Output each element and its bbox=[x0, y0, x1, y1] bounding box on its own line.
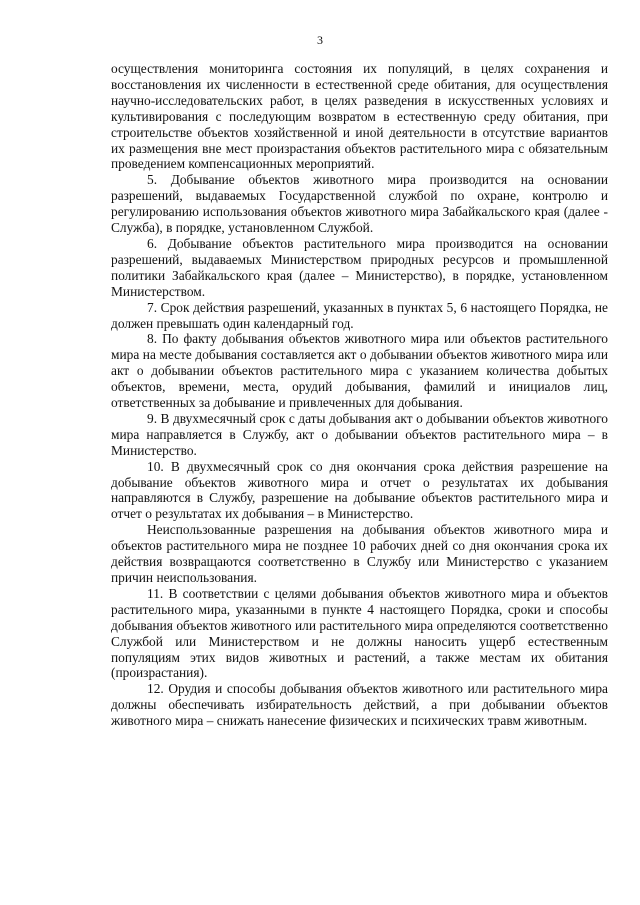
paragraph-item-9: 9. В двухмесячный срок с даты добывания акт о добывании объектов животного мира направляется в Службу, акт о добывании объектов растительного мира – в Министерство. bbox=[111, 410, 608, 458]
paragraph-item-5: 5. Добывание объектов животного мира производится на основании разрешений, выдаваемых Государственной службой по охране, контролю и регулированию использования объектов животного мира Забайкальского края (далее - Служба), в порядке, установленном Службой. bbox=[111, 172, 608, 236]
paragraph-item-11: 11. В соответствии с целями добывания объектов животного мира и объектов растительного мира, указанными в пункте 4 настоящего Порядка, сроки и способы добывания объектов животного или растительного мира определяются соответственно Службой или Министерством и не должны наносить ущерб естественным популяциям этих видов животных и растений, а также местам их обитания (произрастания). bbox=[111, 585, 608, 681]
document-body bbox=[111, 61, 608, 729]
paragraph-item-8: 8. По факту добывания объектов животного мира или объектов растительного мира на месте добывания составляется акт о добывании объектов животного мира или акт о добывании объектов растительного мира с указанием количества добытых объектов, времени, места, орудий добывания, фамилий и инициалов лиц, ответственных за добывание и привлеченных для добывания. bbox=[111, 331, 608, 411]
paragraph-item-10-unused-permits: Неиспользованные разрешения на добывания объектов животного мира и объектов растительного мира не позднее 10 рабочих дней со дня окончания срока их действия возвращаются соответственно в Службу или Министерство с указанием причин неиспользования. bbox=[111, 522, 608, 585]
page-number: 3 bbox=[317, 33, 323, 47]
paragraph-item-6: 6. Добывание объектов растительного мира производится на основании разрешений, выдаваемых Министерством природных ресурсов и промышленной политики Забайкальского края (далее – Министерство), в порядке, установленном Министерством. bbox=[111, 235, 608, 299]
paragraph-item-7: 7. Срок действия разрешений, указанных в пунктах 5, 6 настоящего Порядка, не должен превышать один календарный год. bbox=[111, 299, 608, 331]
paragraph-item-10: 10. В двухмесячный срок со дня окончания срока действия разрешение на добывание объектов животного мира и отчет о результатах их добывания направляются в Службу, разрешение на добывание объектов растительного мира и отчет о результатах их добывания – в Министерство. bbox=[111, 458, 608, 522]
paragraph-item-12: 12. Орудия и способы добывания объектов животного или растительного мира должны обеспечивать избирательность действий, а при добывании объектов животного мира – снижать нанесение физических и психических травм животным. bbox=[111, 681, 608, 729]
paragraph-continuation: осуществления мониторинга состояния их популяций, в целях сохранения и восстановления их численности в естественной среде обитания, для осуществления научно-исследовательских работ, в целях разведения в искусственных условиях и культивирования с последующим возвратом в естественную среду обитания, при строительстве объектов хозяйственной и иной деятельности в отсутствие вариантов их размещения вне мест произрастания объектов растительного мира с обязательным проведением компенсационных мероприятий. bbox=[111, 61, 608, 172]
